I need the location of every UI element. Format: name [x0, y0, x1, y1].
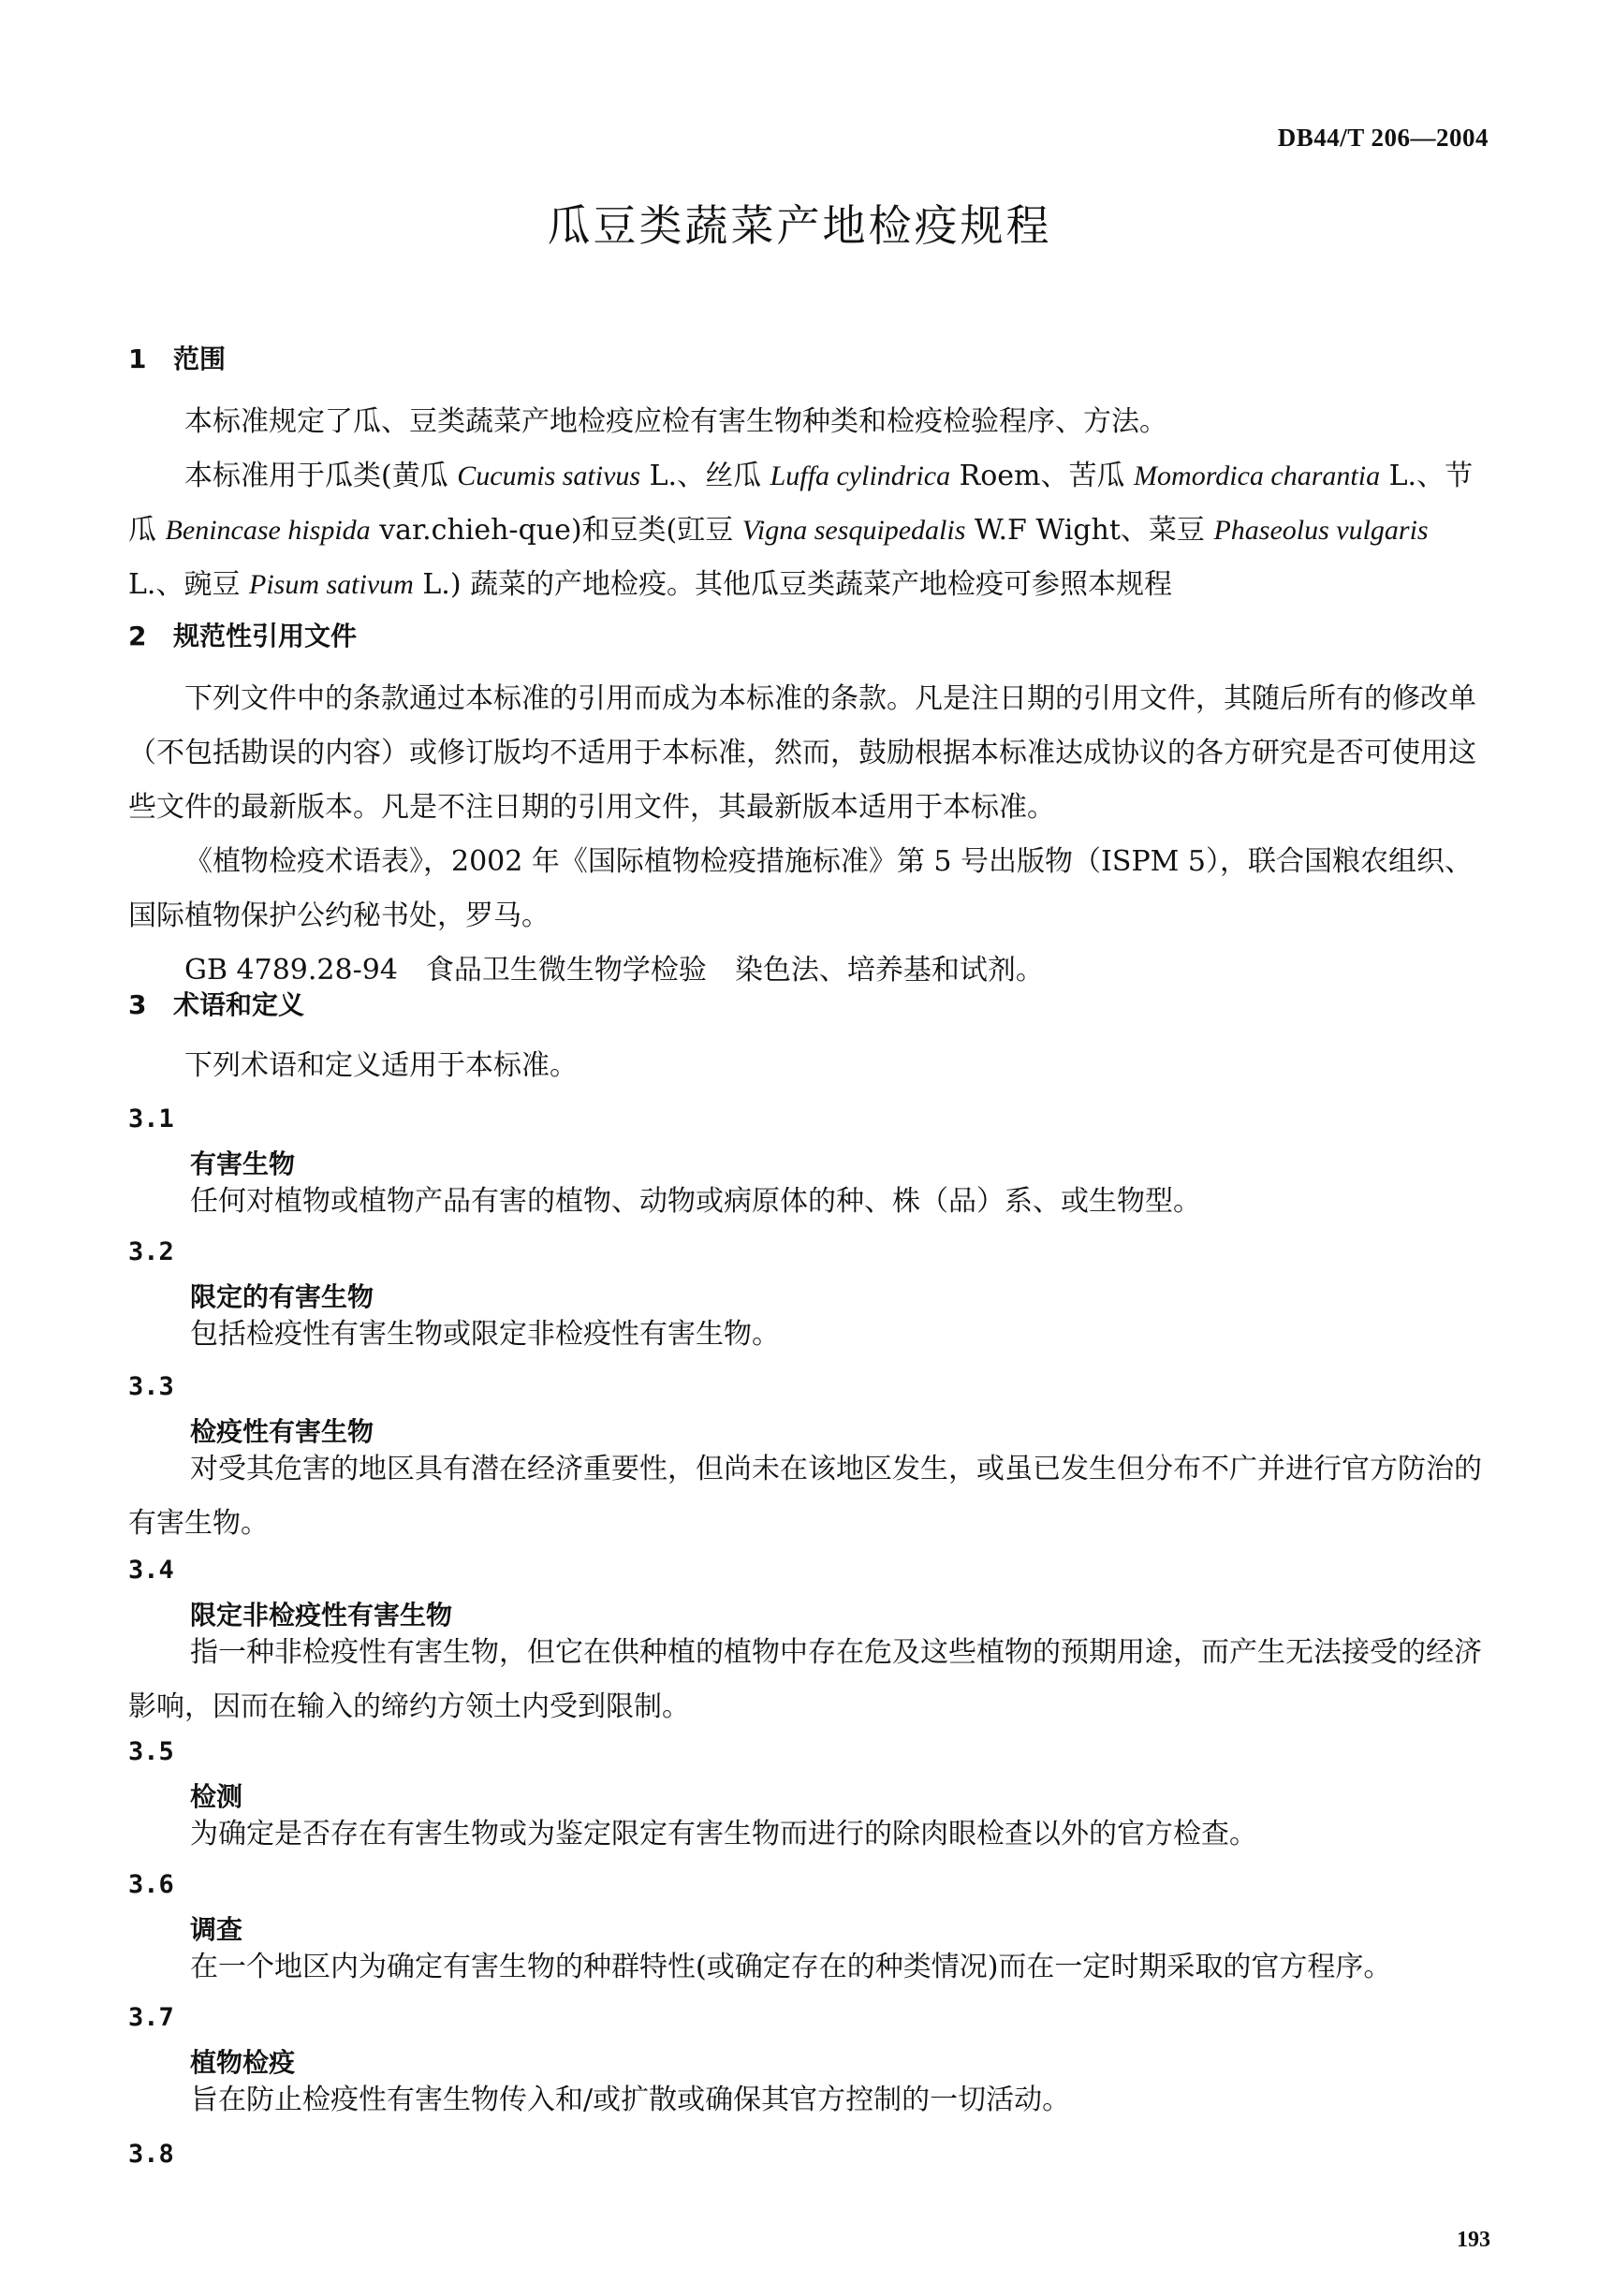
section-number: 3: [128, 989, 147, 1020]
terms-intro: 下列术语和定义适用于本标准。: [184, 1049, 578, 1082]
text-run: W.F Wight、菜豆: [965, 514, 1214, 547]
section-1-heading: [128, 339, 1486, 376]
text-run: L.、节瓜: [128, 460, 1474, 547]
term-title: 调查: [190, 1914, 243, 1945]
species-name: Benincase hispida: [165, 515, 371, 546]
species-name: Pisum sativum: [249, 569, 414, 600]
text-run: var.chieh-que)和豆类(豇豆: [370, 514, 742, 547]
section-number: 2: [128, 621, 147, 651]
term-number: 3.5: [128, 1737, 174, 1766]
term-definition: [128, 2073, 1486, 2128]
section-title: 规范性引用文件: [173, 621, 358, 651]
section-title: 范围: [173, 344, 227, 374]
section-3-intro: [128, 1039, 1486, 1093]
text-run: 本标准用于瓜类(黄瓜: [184, 460, 458, 492]
term-number: 3.6: [128, 1870, 174, 1899]
term-definition: [128, 1940, 1486, 1995]
term-title: 检测: [190, 1781, 243, 1812]
document-title: 瓜豆类蔬菜产地检疫规程: [547, 200, 1052, 251]
term-number: 3.8: [128, 2140, 174, 2169]
term-number: 3.1: [128, 1104, 174, 1133]
definition-text: 任何对植物或植物产品有害的植物、动物或病原体的种、株（品）系、或生物型。: [190, 1185, 1201, 1218]
text-run: L.、丝瓜: [640, 460, 770, 492]
definition-text: 包括检疫性有害生物或限定非检疫性有害生物。: [190, 1318, 780, 1351]
section-2-body: [128, 672, 1486, 998]
term-definition: [128, 1442, 1486, 1551]
term-definition: [128, 1175, 1486, 1229]
term-title: 限定非检疫性有害生物: [190, 1600, 453, 1631]
text-run: L.) 蔬菜的产地检疫。其他瓜豆类蔬菜产地检疫可参照本规程: [413, 568, 1173, 601]
page-number: 193: [1457, 2228, 1490, 2252]
species-name: Momordica charantia: [1134, 461, 1381, 491]
term-title: 植物检疫: [190, 2047, 296, 2078]
definition-text: 在一个地区内为确定有害生物的种群特性(或确定存在的种类情况)而在一定时期采取的官方程序。: [190, 1951, 1392, 1983]
normative-paragraph: 下列文件中的条款通过本标准的引用而成为本标准的条款。凡是注日期的引用文件，其随后所有的修改单（不包括勘误的内容）或修订版均不适用于本标准，然而，鼓励根据本标准达成协议的各方研究是否可使用这些文件的最新版本。凡是不注日期的引用文件，其最新版本适用于本标准。: [128, 682, 1476, 824]
definition-text: 为确定是否存在有害生物或为鉴定限定有害生物而进行的除肉眼检查以外的官方检查。: [190, 1818, 1257, 1850]
species-name: Cucumis sativus: [457, 461, 641, 491]
section-3-heading: [128, 985, 1486, 1022]
scope-paragraph: 本标准规定了瓜、豆类蔬菜产地检疫应检有害生物种类和检疫检验程序、方法。: [184, 405, 1167, 438]
scope-species-paragraph: [128, 449, 1486, 612]
term-number: 3.7: [128, 2003, 174, 2032]
text-run: L.、豌豆: [128, 568, 249, 601]
term-number: 3.2: [128, 1237, 174, 1266]
term-title: 有害生物: [190, 1148, 296, 1179]
section-2-heading: [128, 616, 1486, 653]
species-name: Vigna sesquipedalis: [741, 515, 966, 546]
term-number: 3.4: [128, 1556, 174, 1585]
section-title: 术语和定义: [173, 989, 305, 1020]
reference-gb: GB 4789.28-94 食品卫生微生物学检验 染色法、培养基和试剂。: [184, 954, 1044, 987]
reference-ispm: 《植物检疫术语表》，2002 年《国际植物检疫措施标准》第 5 号出版物（ISPM 5），联合国粮农组织、国际植物保护公约秘书处，罗马。: [128, 845, 1473, 932]
term-title: 检疫性有害生物: [190, 1416, 374, 1447]
term-definition: [128, 1626, 1486, 1734]
term-definition: [128, 1308, 1486, 1362]
definition-text: 指一种非检疫性有害生物，但它在供种植的植物中存在危及这些植物的预期用途，而产生无法接受的经济影响，因而在输入的缔约方领土内受到限制。: [128, 1636, 1482, 1723]
term-title: 限定的有害生物: [190, 1281, 374, 1312]
definition-text: 对受其危害的地区具有潜在经济重要性，但尚未在该地区发生，或虽已发生但分布不广并进行官方防治的有害生物。: [128, 1453, 1482, 1540]
section-number: 1: [128, 344, 147, 374]
text-run: Roem、苦瓜: [950, 460, 1135, 492]
definition-text: 旨在防止检疫性有害生物传入和/或扩散或确保其官方控制的一切活动。: [190, 2084, 1071, 2116]
species-name: Luffa cylindrica: [770, 461, 951, 491]
term-definition: [128, 1807, 1486, 1862]
standard-code: DB44/T 206—2004: [1277, 124, 1489, 152]
section-1-body: [128, 395, 1486, 612]
term-number: 3.3: [128, 1372, 174, 1401]
species-name: Phaseolus vulgaris: [1213, 515, 1429, 546]
